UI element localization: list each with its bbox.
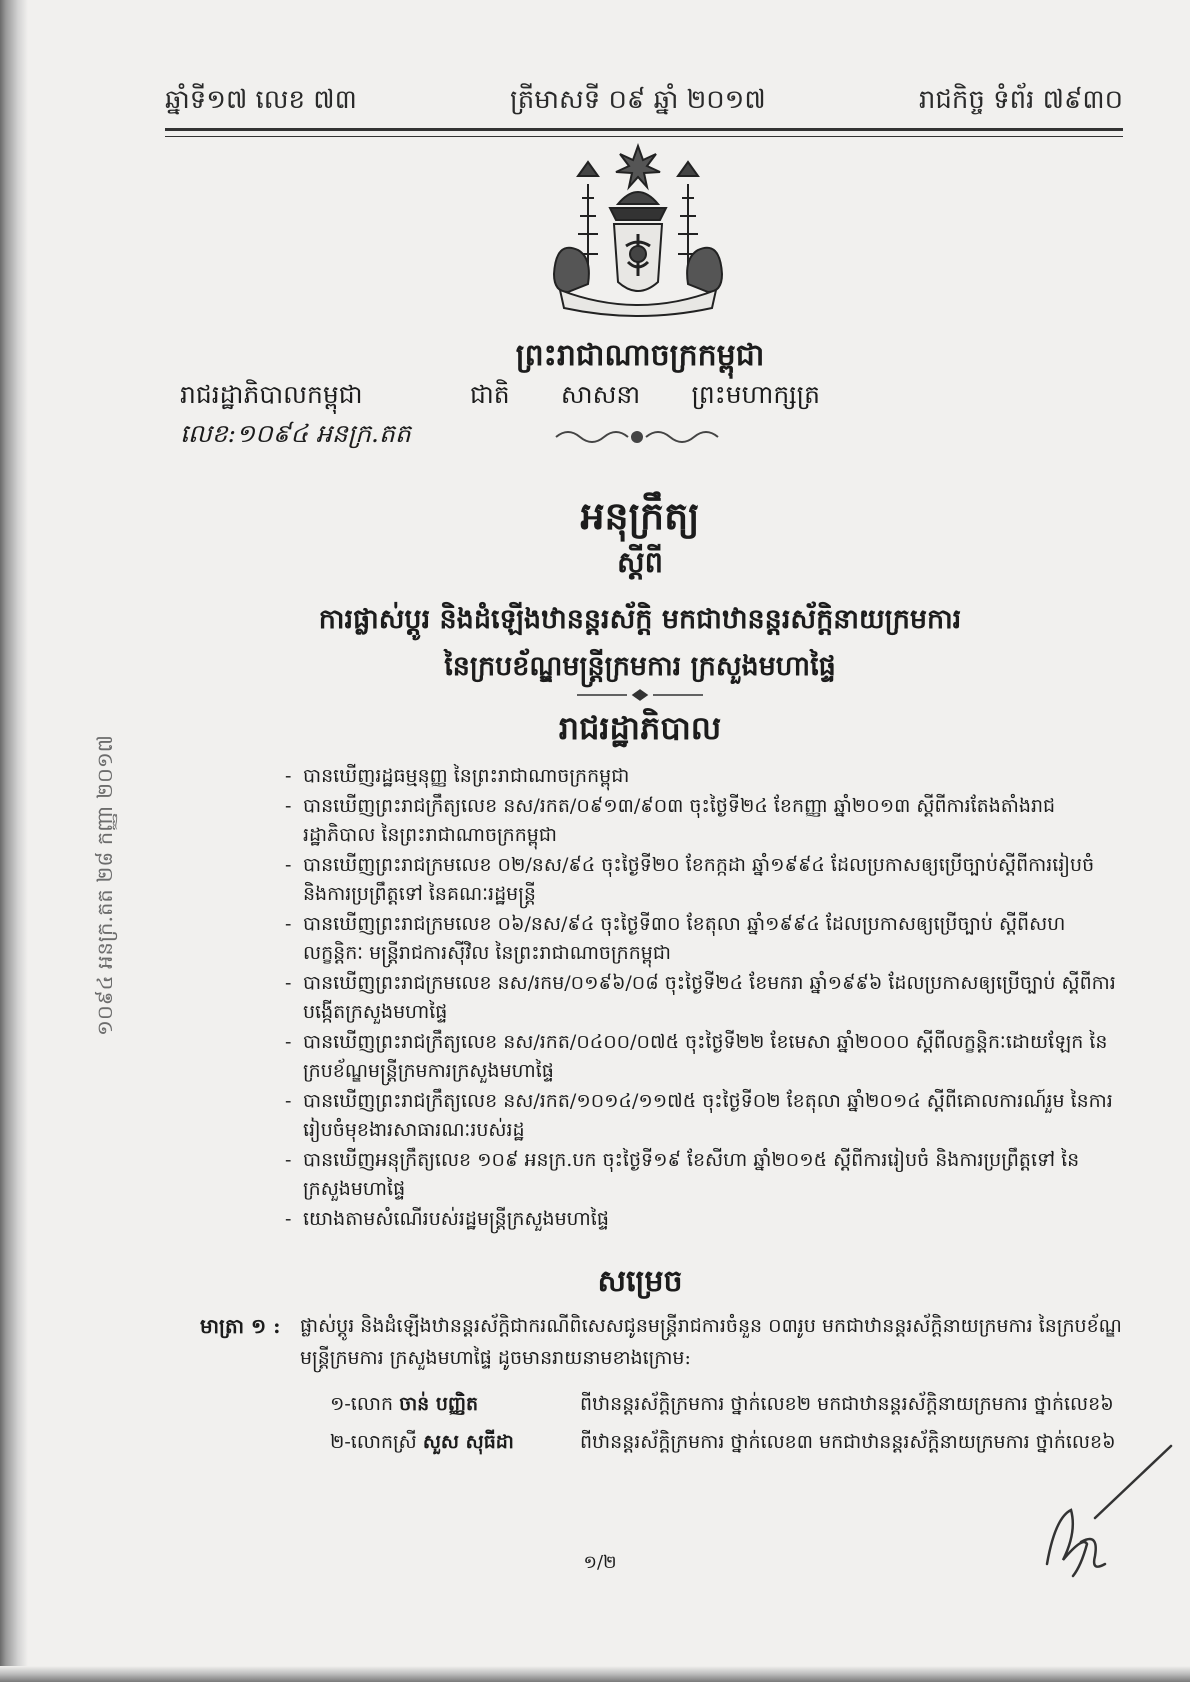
officials-list <box>330 1388 1123 1464</box>
royal-coat-of-arms-icon <box>548 142 728 322</box>
gazette-header <box>165 78 1123 126</box>
reference-item: - បានឃើញព្រះរាជក្រមលេខ នស/រកម/០១៩៦/០៨ ចុះថ្ងៃទី២៤ ខែមករា ឆ្នាំ១៩៩៦ ដែលប្រកាសឲ្យប្រើច្បាប់ ស្តីពីការបង្កើតក្រសួងមហាផ្ទៃ <box>283 969 1123 1028</box>
subject-line: នៃក្របខ័ណ្ឌមន្ត្រីក្រមការ ក្រសួងមហាផ្ទៃ <box>444 651 836 682</box>
article-1 <box>200 1310 1123 1374</box>
reference-item: - បានឃើញព្រះរាជក្រមលេខ ០២/នស/៩៤ ចុះថ្ងៃទី២០ ខែកក្កដា ឆ្នាំ១៩៩៤ ដែលប្រកាសឲ្យប្រើច្បាប់ស្តីពីការរៀបចំ និងការប្រព្រឹត្តទៅ នៃគណៈរដ្ឋមន្ត្រី <box>283 851 1123 910</box>
initials-signature-icon <box>1025 1440 1175 1590</box>
reference-item: - បានឃើញអនុក្រឹត្យលេខ ១០៩ អនក្រ.បក ចុះថ្ងៃទី១៩ ខែសីហា ឆ្នាំ២០១៥ ស្តីពីការរៀបចំ និងការប្រព្រឹត្តទៅ នៃក្រសួងមហាផ្ទៃ <box>283 1146 1123 1205</box>
official-rank-change: ពីឋានន្តរស័ក្តិក្រមការ ថ្នាក់លេខ៣ មកជាឋានន្តរស័ក្តិនាយក្រមការ ថ្នាក់លេខ៦ <box>580 1431 1116 1453</box>
reference-item: - បានឃើញព្រះរាជក្រឹត្យលេខ នស/រកត/១០១៤/១១៧៥ ចុះថ្ងៃទី០២ ខែតុលា ឆ្នាំ២០១៤ ស្តីពីគោលការណ៍រួម នៃការរៀបចំមុខងារសាធារណៈរបស់រដ្ឋ <box>283 1087 1123 1146</box>
subject-line: ការផ្លាស់ប្តូរ និងដំឡើងឋានន្តរស័ក្តិ មកជាឋានន្តរស័ក្តិនាយក្រមការ <box>318 604 962 635</box>
official-name: សួស សុធីដា <box>422 1431 514 1453</box>
reference-item: - បានឃើញរដ្ឋធម្មនុញ្ញ នៃព្រះរាជាណាចក្រកម្ពុជា <box>283 762 1123 792</box>
reference-item: - បានឃើញព្រះរាជក្រឹត្យលេខ នស/រកត/០៩១៣/៩០៣ ចុះថ្ងៃទី២៤ ខែកញ្ញា ឆ្នាំ២០១៣ ស្តីពីការតែងតាំងរាជរដ្ឋាភិបាល នៃព្រះរាជាណាចក្រកម្ពុជា <box>283 792 1123 851</box>
gazette-volume: ឆ្នាំទី១៧ លេខ ៧៣ <box>165 85 357 115</box>
motto-nation: ជាតិ <box>470 380 510 409</box>
page-number: ១/២ <box>583 1552 617 1573</box>
article-label: មាត្រា ១ : <box>200 1314 281 1338</box>
reference-item: - បានឃើញព្រះរាជក្រមលេខ ០៦/នស/៩៤ ចុះថ្ងៃទី៣០ ខែតុលា ឆ្នាំ១៩៩៤ ដែលប្រកាសឲ្យប្រើច្បាប់ ស្តីពីសហលក្ខន្តិកៈ មន្ត្រីរាជការស៊ីវិល នៃព្រះរាជាណាចក្រកម្ពុជា <box>283 910 1123 969</box>
reference-item: - យោងតាមសំណើរបស់រដ្ឋមន្ត្រីក្រសួងមហាផ្ទៃ <box>283 1205 1123 1235</box>
margin-stamp-text: ១០៩៤ អនក្រ.តត ២៨ កញ្ញា ២០១៧ <box>92 734 117 1036</box>
motto-religion: សាសនា <box>560 380 641 409</box>
document-type: អនុក្រឹត្យ <box>580 493 700 538</box>
reference-item: - បានឃើញព្រះរាជក្រឹត្យលេខ នស/រកត/០៤០០/០៧៥ ចុះថ្ងៃទី២២ ខែមេសា ឆ្នាំ២០០០ ស្តីពីលក្ខន្តិកៈដោយឡែក នៃក្របខ័ណ្ឌមន្ត្រីក្រមការក្រសួងមហាផ្ទៃ <box>283 1028 1123 1087</box>
official-prefix: ២-លោកស្រី <box>330 1431 417 1453</box>
scan-shadow-bottom <box>0 1666 1190 1682</box>
official-rank-change: ពីឋានន្តរស័ក្តិក្រមការ ថ្នាក់លេខ២ មកជាឋានន្តរស័ក្តិនាយក្រមការ ថ្នាក់លេខ៦ <box>580 1393 1114 1415</box>
motto-ornament-icon <box>552 425 722 447</box>
motto-king: ព្រះមហាក្សត្រ <box>691 380 820 409</box>
document-subject <box>200 596 1080 690</box>
document-concerning: ស្តីពី <box>616 545 664 579</box>
government-name: រាជរដ្ឋាភិបាលកម្ពុជា <box>180 380 363 409</box>
official-prefix: ១-លោក <box>330 1393 394 1415</box>
national-motto <box>470 380 820 416</box>
article-text: ផ្លាស់ប្តូរ និងដំឡើងឋានន្តរស័ក្តិជាករណីពិសេសជូនមន្ត្រីរាជការចំនួន ០៣រូប មកជាឋានន្តរស័ក្តិនាយក្រមការ នៃក្របខ័ណ្ឌមន្ត្រីក្រមការ ក្រសួងមហាផ្ទៃ ដូចមានរាយនាមខាងក្រោម: <box>300 1315 1122 1369</box>
official-entry <box>330 1426 1123 1458</box>
header-rule <box>165 128 1123 137</box>
divider-ornament-icon <box>575 688 705 702</box>
issuing-body: រាជរដ្ឋាភិបាល <box>558 709 722 747</box>
margin-stamp <box>72 734 142 1036</box>
gazette-page: រាជកិច្ច ទំព័រ ៧៩៣០ <box>918 85 1123 115</box>
official-entry <box>330 1388 1123 1420</box>
legal-references <box>283 762 1123 1234</box>
scan-shadow-left <box>0 0 28 1682</box>
kingdom-title: ព្រះរាជាណាចក្រកម្ពុជា <box>515 338 765 373</box>
decision-heading: សម្រេច <box>597 1264 683 1299</box>
document-number: លេខ:១០៩៤ អនក្រ.តត <box>180 419 411 448</box>
gazette-date: ត្រីមាសទី ០៩ ឆ្នាំ ២០១៧ <box>509 85 766 115</box>
official-name: ចាន់ បញ្ញិត <box>399 1393 479 1415</box>
